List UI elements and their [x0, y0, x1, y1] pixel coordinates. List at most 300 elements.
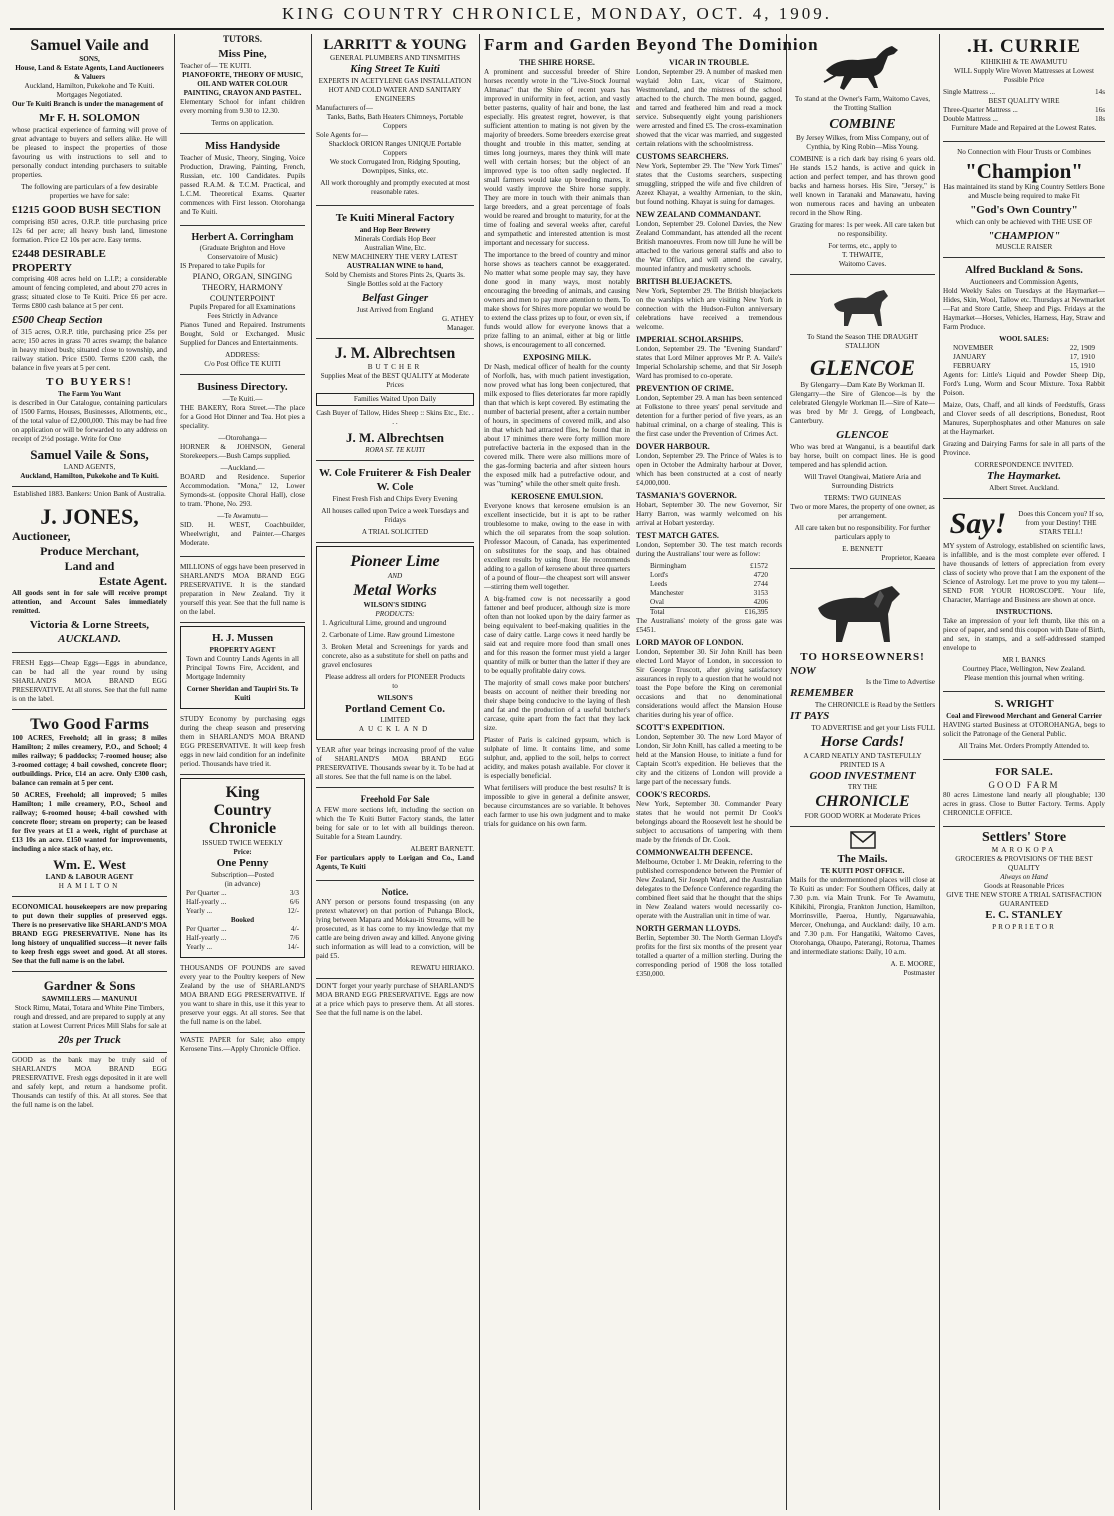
directory-town: —Otorohanga—	[218, 433, 267, 442]
rate-row	[186, 925, 299, 934]
ad-line: WILSON'S	[377, 693, 413, 702]
article-text: Melbourne, October 1. Mr Deakin, referring to the published correspondence between the Premier of New Zealand, Sir Joseph Ward, and the Australian delegates to the Defence Conference regarding the combined fleet said that he thought that the ships in New Zealand waters would necessarily co-operate with the Australian unit in time of war.	[636, 858, 782, 921]
table-row	[650, 580, 768, 589]
directory-entry: HORNER & JOHNSON, General Storekeepers.—Bush Camps supplied.	[180, 442, 305, 460]
column-rule	[939, 34, 940, 1510]
ad-line: House, Land & Estate Agents, Land Auctioneers & Valuers	[15, 64, 164, 82]
ad-text: Hold Weekly Sales on Tuesdays at the Haymarket—Hides, Skin, Wool, Tallow etc. Thursdays at Newmarket—Fat and Store Cattle, Sheep and Pigs. Fridays at the Haymarket—Horses, Vehicles, Harness, Hay, Straw and Farm Produce.	[943, 287, 1105, 332]
rate-row	[186, 898, 299, 907]
ad-heading: "CHAMPION"	[987, 229, 1061, 242]
egg-ad: ECONOMICAL housekeepers are now preparing to put down their supplies of preserved eggs. There is no preservative like SHARLAND'S MOA BRAND EGG PRESERVATIVE. None has its long history of unqualified success—it never fails to keep fresh eggs sweet and good. At all stores. See that the full name is on the label.	[12, 900, 167, 972]
ad-line: TERMS: TWO GUINEAS	[823, 493, 902, 502]
table-cell: 2744	[753, 580, 768, 589]
ad-heading: £500 Cheap Section	[12, 314, 103, 327]
directory-entry: THE BAKERY, Rora Street.—The place for a Good Hot Dinner and Tea. Hot pies a speciality.	[180, 403, 305, 430]
article-heading: KEROSENE EMULSION.	[510, 492, 604, 502]
ad-address: Courtney Place, Wellington, New Zealand.	[962, 665, 1086, 674]
combine-ad	[790, 34, 935, 275]
article-text: London, September 30. The test match records during the Australians' tour were as follow:	[636, 541, 782, 559]
price-row	[943, 106, 1105, 115]
ad-signature: E. C. STANLEY	[985, 909, 1063, 922]
ad-text: 3. Broken Metal and Screenings for yards and concrete, also as a substitute for shell on paths and gravel enclosures	[322, 642, 468, 669]
column-rule	[786, 34, 787, 1510]
ad-subtitle: GENERAL PLUMBERS AND TINSMITHS	[330, 54, 460, 63]
table-cell: £16,395	[744, 608, 768, 617]
ad-text: which can only be achieved with THE USE OF	[955, 217, 1093, 226]
ad-subtitle: LAND & LABOUR AGENT	[45, 873, 134, 882]
sale-month: FEBRUARY	[953, 362, 991, 371]
vaile-ad	[12, 34, 167, 487]
ad-line: PIANO, ORGAN, SINGING THEORY, HARMONY COUNTERPOINT	[192, 271, 293, 303]
ad-line: Always on Hand	[1000, 873, 1048, 882]
ad-title: Samuel Vaile & Sons,	[30, 446, 149, 462]
sale-date: 15, 1910	[1069, 362, 1095, 371]
pine-ad	[180, 45, 305, 134]
ad-heading: £1215 GOOD BUSH SECTION	[12, 204, 161, 217]
rate-label: Per Quarter ...	[186, 888, 227, 897]
ad-text: All work thoroughly and promptly executed at most reasonable rates.	[320, 179, 470, 196]
ad-line: Subscription—Posted	[211, 870, 274, 879]
ad-text: 1. Agricultural Lime, ground and unground	[322, 618, 447, 627]
ad-text: By Jersey Wilkes, from Miss Company, out of Cynthia, by King Robin—Miss Young.	[795, 133, 930, 151]
rate-label: Per Quarter ...	[186, 924, 227, 933]
ad-line: Price:	[233, 847, 252, 856]
section-banner: Farm and Garden Beyond The Dominion	[484, 35, 819, 54]
chronicle-subscription-ad	[180, 778, 305, 958]
rate-value: 4/-	[291, 924, 299, 933]
table-cell: 3153	[753, 589, 768, 598]
ad-signature: E. BENNETT	[842, 544, 883, 553]
ad-line: GIVE THE NEW STORE A TRIAL SATISFACTION GUARANTEED	[946, 891, 1102, 909]
article-heading: BRITISH BLUEJACKETS.	[636, 277, 733, 287]
ad-text: Furniture Made and Repaired at the Lowest Rates.	[951, 123, 1097, 132]
ad-line: LIMITED	[380, 716, 410, 725]
article-text: Dr Nash, medical officer of health for the county of Norfolk, has, with much patient investigation, now proved what has long been conjectured, that milk exposed to flies deteriorates far more rapidly than that which is kept covered. By estimating the number of bacterial present, after a certain number of hours, in specimens of covered milk, and also in that which had attracted flies, he found that in about 17 minimes there were forty million more putrefactive bacteria in the exposed than in the covered milk. There were also millions more of the gas-forming bacteria and after sixteen hours the exposed milk had a putrefactive odour, and was "turning" while the other smelt quite fresh.	[484, 363, 630, 489]
ad-line: Manufacturers of—	[316, 104, 373, 112]
larritt-ad	[316, 34, 474, 206]
price-row	[943, 115, 1105, 124]
ad-line: BEST QUALITY WIRE	[988, 96, 1060, 105]
ad-text: ANY person or persons found trespassing (on any pretext whatever) on that portion of Puhanga Block, lying between Mapara and Mokau-iti Streams, will be prosecuted, as it has come to my knowledge that my cattle are being driven away and killed. Anyone giving such information as will lead to a conviction, will be paid £5.	[316, 897, 474, 960]
ad-text: Please address all orders for PIONEER Products to	[325, 672, 465, 690]
ad-text: 50 ACRES, Freehold; all improved; 5 miles Hamilton; 1 mile creamery, P.O., School and railway; 6-roomed house; 4-bail cowshed with concrete floor; stream on property; can be leased for five years at £1 a week, right of purchase at £13 10s an acre. £150 wanted for improvements, including a nice stack of hay, etc.	[12, 791, 167, 854]
astrology-ad	[943, 502, 1105, 693]
ad-line: Just Arrived from England	[356, 305, 434, 314]
article-text: Hobart, September 30. The new Governor, Sir Harry Barron, was warmly welcomed on his arrival at Hobart yesterday.	[636, 501, 782, 528]
ad-text: Cash Buyer of Tallow, Hides Sheep :: Skins Etc., Etc. . . .	[316, 408, 474, 426]
ad-heading: Notice.	[381, 886, 409, 897]
ad-signature: MR I. BANKS	[1002, 656, 1046, 665]
ad-text: Maize, Oats, Chaff, and all kinds of Feedstuffs, Grass and Clover seeds of all descriptions, Bonedust, Root Manures, Superphosphates and other Manures on sale at the Haymarket.	[943, 401, 1105, 437]
ad-subtitle: The Farm You Want	[58, 389, 121, 398]
price-row	[943, 88, 1105, 97]
ad-signature: PROPRIETOR	[992, 923, 1056, 932]
ad-text: Teacher of Music, Theory, Singing, Voice Production, Drawing, Painting, French, Russian, etc. 100 Candidates. Pupils passed R.A.M. & T.C.M. Practical, and L.C.M. Theoretical Exams. Quarter commences with First lesson. Otorohanga and Te Kuiti.	[180, 153, 305, 216]
ad-line: AUSTRALIAN WINE to hand,	[346, 261, 444, 270]
ad-subtitle: SONS,	[79, 55, 100, 64]
ad-text: Glengarry—the Sire of Glencoe—is by the celebrated Glengyle Workman II.—Sire of Kate—was bred by Mr J. Gregg, of Longbeach, Canterbury.	[790, 390, 935, 425]
ad-line: Produce Merchant,	[40, 544, 139, 559]
ad-line: Goods at Reasonable Prices	[983, 882, 1065, 891]
ad-line: Pupils Prepared for all Examinations	[189, 303, 296, 312]
column-rule	[174, 34, 175, 1510]
ad-line: GROCERIES & PROVISIONS OF THE BEST QUALITY	[955, 855, 1093, 873]
ad-line: Does this Concern you? If so, from your Destiny! THE STARS TELL!	[1018, 510, 1104, 537]
ad-line: TO ADVERTISE and get your Lists FULL	[811, 723, 935, 732]
sale-row	[943, 353, 1105, 362]
ad-title: J. M. Albrechtsen	[334, 344, 456, 362]
ad-address: Victoria & Lorne Streets,	[29, 619, 150, 632]
ad-line: Auckland, Hamilton, Pukekohe and Te Kuiti.	[24, 82, 155, 91]
ad-text: MY system of Astrology, established on scientific laws, is infallible, and is the most complete ever offered. I have thousands of letters of appreciation from every class of society who prove that I am the exponent of the Science of Astrology. Let me prove to you my talent—SEND FOR YOUR HOROSCOPE. Your life, Character, Marriage and Business are shown at once.	[943, 542, 1105, 605]
ad-line: Tanks, Baths, Bath Heaters Chimneys, Portable Coppers	[326, 113, 464, 130]
news-subcolumn-right	[636, 55, 782, 982]
directory-entry: BOARD and Residence. Superior Accommodation. "Mona," 12, Lower Symonds-st. (opposite Choral Hall), close to tram. 'Phone, No. 293.	[180, 472, 305, 508]
ad-text: Agents for: Little's Liquid and Powder Sheep Dip, Ford's Lung, Worm and Scour Mixture. Toxa Rabbit Poison.	[943, 371, 1105, 398]
ad-line: Australian Wine, Etc.	[364, 243, 426, 252]
ad-title: COMBINE	[829, 117, 896, 132]
currie-ad	[943, 34, 1105, 142]
ad-title: J. M. Albrechtsen	[346, 429, 444, 445]
article-text: London, September 29. A number of masked men waylaid John Lax, vicar of Staimore, Westmoreland, and the mistress of the school attached to the church. The men bound, gagged, and tarred and feathered him and read a mock service. Subsequently eight young parishioners were arrested and fined £5. The cross-examination showed that the vicar was married, and suggested certain relations with the schoolmistress.	[636, 68, 782, 149]
article-heading: NEW ZEALAND COMMANDANT.	[636, 210, 761, 220]
ad-text: Supplies Meat of the BEST QUALITY at Moderate Prices	[320, 371, 470, 389]
ad-text: All care taken but no responsibility. For further particulars apply to	[794, 523, 931, 541]
ad-text: Who was bred at Wanganui, is a beautiful dark bay horse, built on compact lines. He is good tempered and has splendid action.	[790, 442, 935, 469]
ad-line: A TRIAL SOLICITED	[361, 527, 429, 536]
ad-text: 100 ACRES, Freehold; all in grass; 8 miles Hamilton; 2 miles creamery, P.O., and School; 4 miles railway; 6 paddocks; 7-roomed house; also 3-roomed cottage; 4 bail cowshed, concrete floor; outbuildings. Price, £14 an acre. Only £300 cash, balance can remain at 5 per cent.	[12, 734, 167, 788]
ad-line: EXPERTS IN ACETYLENE GAS INSTALLATION	[318, 77, 472, 85]
article-text: Everyone knows that kerosene emulsion is an excellent insecticide, but it is apt to be rather troublesome to make, owing to the ease in with which the oil separates from the soap solution. Professor Macoun, of Canada, has experimented on substitutes for the soap, and has obtained excellent results by using flour. He recommends adding to a gallon of kerosene about three quarters of a pound of flour—the cheapest sort will answer—stirring them well together.	[484, 502, 630, 592]
rate-label: Yearly ...	[186, 942, 213, 951]
article-heading: IMPERIAL SCHOLARSHIPS.	[636, 335, 744, 345]
ad-signature: G. ATHEY	[442, 314, 474, 323]
ad-price: 20s per Truck	[58, 1033, 121, 1046]
ad-heading: £2448 DESIRABLE PROPERTY	[12, 247, 106, 274]
egg-ad: STUDY Economy by purchasing eggs during the cheap season and preserving them in SHARLAND'S MOA BRAND EGG PRESERVATIVE. It will keep fresh eggs in new laid condition for an indefinite period. Thousands have tried it.	[180, 712, 305, 775]
rate-label: Half-yearly ...	[186, 897, 227, 906]
ad-line: LAND AGENTS,	[63, 463, 116, 472]
ad-text: WILL Supply Wire Woven Mattresses at Lowest Possible Price	[954, 66, 1094, 84]
ad-title: Alfred Buckland & Sons.	[965, 264, 1083, 277]
cole-ad	[316, 464, 474, 543]
table-cell: Oval	[650, 598, 664, 607]
egg-ad: YEAR after year brings increasing proof of the value of SHARLAND'S MOA BRAND EGG PRESERVATIVE. Thousands swear by it. To be had at all stores. See that the full name is on the label.	[316, 743, 474, 788]
ad-title: S. WRIGHT	[994, 698, 1054, 711]
ad-title: TO HORSEOWNERS!	[800, 650, 925, 663]
say-row	[943, 505, 1105, 543]
price-label: Single Mattress ...	[943, 87, 996, 96]
ad-heading: REMEMBER	[790, 687, 854, 700]
ad-title: Country	[213, 802, 272, 820]
price-value: 14s	[1095, 87, 1105, 96]
rate-row	[186, 907, 299, 916]
ad-title: .H. CURRIE	[967, 36, 1081, 57]
ad-line: By Glengarry—Dam Kate By Workman II.	[800, 381, 925, 389]
ad-signature: Proprietor, Kaeaea	[881, 553, 935, 562]
egg-ad: FRESH Eggs—Cheap Eggs—Eggs in abundance, can be had all the year round by using SHARLAND'S MOA BRAND EGG PRESERVATIVE. At all stores. See that the full name is on the label.	[12, 656, 167, 710]
rate-row	[186, 934, 299, 943]
ad-text: All Trains Met. Orders Promptly Attended to.	[958, 742, 1090, 751]
ad-text: Stock Rimu, Matai, Totara and White Pine Timbers, rough and dressed, and are prepared to supply at any station at Lowest Current Prices Mill Slabs for sale at	[12, 1003, 167, 1030]
ad-price: One Penny	[216, 856, 269, 869]
ad-text: Has maintained its stand by King Country Settlers Bone and Muscle being required to make Fit	[943, 182, 1105, 200]
article-heading: VICAR IN TROUBLE.	[668, 58, 750, 68]
ad-heading: The Haymarket.	[987, 470, 1061, 483]
ad-heading: NOW	[790, 664, 816, 677]
price-value: 16s	[1095, 105, 1105, 114]
ad-text: is described in Our Catalogue, containing particulars of 1500 Farms, Houses, Businesses, Allotments, etc., of the total value of £2,000,000. This may be had free on application or will be forwarded to any address on receipt of 2½d postage. Write for One	[12, 398, 167, 443]
horseowners-ad	[790, 572, 935, 828]
article-heading: EXPOSING MILK.	[522, 353, 591, 363]
ad-text: HAVING started Business at OTOROHANGA, begs to solicit the Patronage of the General Public.	[943, 721, 1105, 739]
ad-address: Albert Street. Auckland.	[989, 483, 1059, 492]
section-heading: TUTORS.	[222, 34, 263, 44]
masthead-rule	[10, 28, 1104, 30]
article-text: The Australians' moiety of the gross gate was £5451.	[636, 617, 782, 635]
ad-line: ADDRESS:	[225, 351, 260, 360]
mail-envelope-icon	[850, 830, 876, 850]
ad-title: W. Cole Fruiterer & Fish Dealer W. Cole	[319, 467, 471, 493]
ad-title: Samuel Vaile and	[30, 37, 149, 54]
egg-ad: GOOD as the bank may be truly said of SHARLAND'S MOA BRAND EGG PRESERVATIVE. Fresh eggs deposited in it are well and safely kept, and return a handsome profit. Thousands can testify of this. At all stores. See that the full name is on the label.	[12, 1056, 167, 1110]
article-heading: SCOTT'S EXPEDITION.	[636, 723, 725, 733]
ad-address: Corner Sheridan and Taupiri Sts. Te Kuiti	[186, 684, 299, 702]
ad-subtitle: TE KUITI POST OFFICE.	[820, 867, 905, 875]
ad-title: Horse Cards!	[820, 733, 905, 750]
rate-row	[186, 943, 299, 952]
ad-line: Land and	[64, 559, 115, 574]
ad-line: MUSCLE RAISER	[995, 243, 1053, 252]
table-cell: £1572	[750, 562, 768, 571]
ad-text: Two or more Mares, the property of one owner, as per arrangement.	[790, 502, 935, 520]
article-heading: TASMANIA'S GOVERNOR.	[636, 491, 737, 501]
ad-title: CHRONICLE	[815, 793, 910, 811]
ad-line: Auctioneer,	[12, 529, 71, 544]
ad-text: The following are particulars of a few desirable properties we have for sale:	[21, 183, 158, 201]
handyside-ad	[180, 137, 305, 226]
ad-subtitle: PROPERTY AGENT	[209, 645, 276, 654]
ad-heading: PRODUCTS:	[375, 609, 415, 618]
ad-text: COMBINE is a rich dark bay rising 6 years old. He stands 15.2 hands, is active and quick in action and perfect temper, and has thrown good backs and harness horses. His Sire, "Jersey," is well known in Taranaki and Manawatu, having won numerous races and having an unbeaten record in the Show Ring.	[790, 154, 935, 217]
table-cell: 4720	[753, 571, 768, 580]
gardner-ad	[12, 975, 167, 1053]
ad-title: "Champion"	[965, 158, 1083, 183]
ad-title: Say!	[949, 506, 1007, 540]
ad-text: All goods sent in for sale will receive prompt attention, and Account Sales immediately remitted.	[12, 589, 167, 616]
table-cell: Leeds	[650, 580, 668, 589]
ad-title: Herbert A. Corringham	[191, 231, 294, 243]
ad-line: Fees Strictly in Advance	[207, 312, 278, 321]
ad-line: Sole Agents for—	[316, 131, 368, 139]
ad-signature: T. THWAITE,	[841, 250, 884, 259]
ad-signature: ALBERT BARNETT.	[410, 844, 474, 853]
ad-line: HAMILTON	[58, 882, 121, 891]
corringham-ad	[180, 229, 305, 375]
egg-ad: MILLIONS of eggs have been preserved in SHARLAND'S MOA BRAND EGG PRESERVATIVE. It is the standard preparation in New Zealand. Try it yourself this year. See that the full name is on the label.	[180, 560, 305, 623]
ad-line: (in advance)	[224, 879, 261, 888]
sale-row	[943, 344, 1105, 353]
gate-table	[636, 562, 782, 617]
glencoe-ad	[790, 278, 935, 569]
ad-line: Families Waited Upon Daily	[316, 393, 474, 406]
column-rule	[479, 34, 480, 1510]
ad-text: Elementary School for infant children every morning from 9.30 to 12.30.	[180, 98, 305, 115]
ad-text: of 315 acres, O.R.P. title, purchasing price 25s per acre; 150 acres in grass 70 acres swamp; the balance in heavy mixed bush; situated close to township, and railway station. Price £500. Terms £200 cash, the balance in five years at 5 per cent.	[12, 328, 167, 373]
ad-line: Minerals Cordials Hop Beer	[354, 234, 436, 243]
article-text: London, September 29. The Prince of Wales is to open in October the Admiralty harbour at Dover, which has been constructed at a cost of nearly £4,000,000.	[636, 452, 782, 488]
business-directory	[180, 378, 305, 557]
article-heading: LORD MAYOR OF LONDON.	[636, 638, 744, 648]
article-text: New York, September 29. The "New York Times" states that the Customs searchers, suspecting smuggling, stripped the wife and five children of Azeez Khayat, a wealthy Armenian, to the skin, but found nothing. Khayat is suing for damages.	[636, 162, 782, 207]
champion-ad	[943, 145, 1105, 259]
ad-title: H. J. Mussen	[211, 631, 274, 644]
ad-title: FOR SALE.	[995, 766, 1053, 779]
ad-subtitle: WILSON'S SIDING	[363, 600, 427, 609]
albrechtsen-ad	[316, 342, 474, 462]
ad-line: Teacher of— TE KUITI.	[180, 62, 252, 70]
ad-title: Portland Cement Co.	[345, 702, 445, 715]
article-text: The majority of small cows make poor butchers' beasts on account of neither their breeding nor their shape being conducive to the laying of flesh and fat and the production of a useful butcher's carcase, quite apart from the fact that they lack size.	[484, 679, 630, 733]
article-text: The importance to the breed of country and minor horse shows as teachers cannot be exaggerated. No matter what some people may say, they have done good in many ways, most notably encouraging the breeding of animals, and causing owners and men to pay more attention to them. To make shows for Shires more popular we would be to extend the class prizes up to four, or even six, if funds would allow for everyone knows that a prize falling to an animal, either at big or little shows, is encouragement to all concerned.	[484, 251, 630, 350]
waste-paper-ad: WASTE PAPER for Sale; also empty Kerosene Tins.—Apply Chronicle Office.	[180, 1035, 305, 1053]
article-text: London, September 29. A man has been sentenced at Folkstone to three years' penal servitude and detention for a further period of five years, as an habitual criminal, on a charge of stealing. This is the first case under the Prevention of Crimes Act.	[636, 394, 782, 439]
farms-ad	[12, 713, 167, 898]
column-6	[943, 34, 1105, 932]
article-text: New York, September 29. The British bluejackets on the warships which are visiting New York in connection with the Hudson-Fulton anniversary celebrations have received a tremendous welcome.	[636, 287, 782, 332]
ad-text: whose practical experience of farming will prove of great advantage to buyers and sellers alike. He will be pleased to inspect the properties of those favouring us with instructions to sell and to personally conduct intending purchasers to suitable properties.	[12, 126, 167, 180]
ad-signature: Waitomo Caves.	[838, 259, 887, 268]
ad-title: Two Good Farms	[30, 715, 149, 733]
ad-text: comprising 408 acres held on L.I.P.; a considerable amount of fencing completed, and about 270 acres in grass; situated close to Te Kuiti. Price £6 per acre. Terms £800 cash balance at 5 per cent.	[12, 275, 167, 311]
ad-text: A FEW more sections left, including the section on which the Te Kuiti Butter Factory stands, the latter being for sale or to let with all buildings thereon. Suitable for a Steam Laundry.	[316, 805, 474, 841]
article-heading: NORTH GERMAN LLOYDS.	[636, 924, 741, 934]
ad-text: Please mention this journal when writing.	[964, 674, 1084, 683]
mineral-factory-ad	[316, 209, 474, 339]
ad-title: J. JONES,	[40, 504, 139, 530]
ad-text: comprising 850 acres, O.R.P. title purchasing price 12s 6d per acre; all heavy bush land, limestone formation. Price £2 10s per acre. Easy terms.	[12, 217, 167, 244]
ad-line: TRY THE	[847, 783, 878, 792]
ad-text: 2. Carbonate of Lime. Raw ground Limestone	[322, 630, 455, 639]
ad-text: To Stand the Season THE DRAUGHT STALLION	[807, 332, 918, 350]
rate-value: 7/6	[289, 933, 299, 942]
ad-text: For particulars apply to Lorigan and Co., Land Agents, Te Kuiti	[316, 853, 474, 871]
news-columns	[484, 55, 782, 982]
ad-signature: Manager.	[447, 323, 474, 332]
table-row	[650, 571, 768, 580]
article-heading: TEST MATCH GATES.	[636, 531, 719, 541]
ad-title: Miss Pine,	[218, 48, 267, 61]
ad-title: Te Kuiti Mineral Factory	[335, 212, 455, 224]
ad-text: To stand at the Owner's Farm, Waitomo Caves, the Trotting Stallion	[794, 95, 931, 112]
article-heading: CUSTOMS SEARCHERS.	[636, 152, 729, 162]
ad-title: LARRITT & YOUNG	[323, 37, 467, 53]
ad-subtitle: Coal and Firewood Merchant and General Carrier	[946, 712, 1102, 721]
ad-heading: Freehold For Sale	[360, 794, 430, 805]
masthead: KING COUNTRY CHRONICLE, MONDAY, OCT. 4, 1909.	[281, 4, 833, 23]
ad-line: C/o Post Office TE KUITI	[204, 360, 281, 369]
column-5	[790, 34, 935, 978]
column-1	[12, 34, 167, 1113]
price-label: Three-Quarter Mattress ...	[943, 105, 1018, 114]
ad-text: Mails for the undermentioned places will close at Te Kuiti as under: For Southern Offices, daily at 7.30 p.m. via Main Trunk. For Te Awamutu, Kihikihi, Pirongia, Frankton Junction, Hamilton, Morrinsville, Paeroa, Huntly, Ngaruawahia, Mercer, Onehunga, and Auckland: daily, 10 a.m. and 7.30 p.m. For Hangatiki, Waitomo Caves, Otorohanga, Ohaupo, Paterangi, Rotorua, Thames and intermediate stations: Daily, 10 a.m.	[790, 876, 935, 956]
directory-town: —Te Kuiti.—	[222, 394, 263, 403]
article-heading: COOK'S RECORDS.	[636, 790, 711, 800]
column-2	[180, 34, 305, 1057]
article-text: New York, September 30. Commander Peary states that he would not permit Dr Cook's belongings aboard the Roosevelt lest he should be subject to accusations of tampering with them made by the friends of Dr. Cook.	[636, 800, 782, 845]
wright-ad	[943, 695, 1105, 760]
ad-line: IS Prepared to take Pupils for	[180, 262, 265, 271]
directory-entry: SID. H. WEST, Coachbuilder, Wheelwright, and Painter.—Charges Moderate.	[180, 520, 305, 547]
ad-text: Sold by Chemists and Stores Pints 2s, Quarts 3s. Single Bottles sold at the Factory	[325, 270, 465, 288]
ad-text: Take an impression of your left thumb, like this on a piece of paper, and send this coupon with Date of Birth, and sex, in stamps, and a self-addressed stamped envelope to	[943, 617, 1105, 653]
price-label: Double Mattress ...	[943, 114, 998, 123]
ad-text: Finest Fresh Fish and Chips Every Evening	[332, 494, 458, 503]
ad-text: Established 1883. Bankers: Union Bank of Australia.	[13, 490, 166, 499]
mussen-ad	[180, 626, 305, 709]
freehold-ad	[316, 791, 474, 880]
ad-name: Mr F. H. SOLOMON	[39, 112, 140, 125]
ad-title: Chronicle	[208, 820, 277, 838]
table-cell: Total	[650, 608, 665, 617]
ad-subtitle: KIHIKIHI & TE AWAMUTU	[980, 57, 1068, 66]
ad-title: Gardner & Sons	[43, 978, 136, 994]
ad-text: All houses called upon Twice a week Tuesdays and Fridays	[321, 506, 469, 524]
rate-value: 14/-	[287, 942, 299, 951]
ad-title: GLENCOE	[809, 354, 916, 380]
ad-text: Will Travel Otangiwai, Matiere Aria and Surrounding Districts	[804, 472, 921, 490]
ad-line: AUCKLAND	[358, 725, 432, 734]
ad-text: No Connection with Flour Trusts or Combines	[957, 147, 1091, 156]
settlers-store-ad	[943, 830, 1105, 932]
ad-signature: Postmaster	[903, 969, 935, 977]
ad-heading: GOOD INVESTMENT	[809, 769, 916, 782]
clydesdale-horse-icon	[808, 578, 918, 648]
ad-line: Estate Agent.	[99, 574, 167, 589]
draught-horse-icon	[828, 284, 898, 330]
table-row	[650, 562, 768, 571]
article-text: London, September 30. Sir John Knill has been elected Lord Mayor of London, in succession to Sir George Truscott, after giving satisfactory assurances in reply to a question that he would not toast the Pope before the King on ceremonial occasions and that no denominational considerations would affect the Mansion House charities during his year of office.	[636, 648, 782, 720]
ad-title: Metal Works	[353, 581, 437, 599]
ad-text: Town and Country Lands Agents in all Principal Towns Fire, Accident, and Mortgage Indemnity	[186, 654, 299, 681]
ad-line: Mortgages Negotiated.	[56, 91, 123, 100]
ad-title: King	[225, 783, 260, 801]
article-text: Berlin, September 30. The North German Lloyd's profits for the first six months of the present year totalled a quarter of a million sterling. During the corresponding period of 1908 the loss totalled £350,000.	[636, 934, 782, 979]
ad-subtitle: BUTCHER	[367, 362, 423, 371]
ad-line: ISSUED TWICE WEEKLY	[202, 838, 283, 847]
rate-row	[186, 889, 299, 898]
ad-text: Pianos Tuned and Repaired. Instruments Bought, Sold or Exchanged. Music Supplied for Dances and Entertainments.	[180, 321, 305, 348]
ad-address: RORA ST. TE KUITI	[365, 446, 425, 455]
ad-subtitle: MAROKOPA	[991, 846, 1057, 855]
ad-heading: "God's Own Country"	[970, 203, 1078, 216]
ad-address: King Street Te Kuiti	[350, 63, 440, 76]
price-value: 18s	[1095, 114, 1105, 123]
ad-line: FOR GOOD WORK at Moderate Prices	[804, 812, 921, 821]
ad-line: HOT AND COLD WATER AND SANITARY ENGINEERS	[328, 86, 462, 103]
ad-line: Is the Time to Advertise	[865, 678, 935, 687]
ad-subtitle: Auctioneers and Commission Agents,	[969, 278, 1079, 287]
jones-ad	[12, 502, 167, 653]
table-cell: Lord's	[650, 571, 669, 580]
table-cell: Manchester	[650, 589, 684, 598]
ad-heading: GLENCOE	[836, 429, 889, 441]
sale-date: 22, 1909	[1069, 344, 1095, 353]
ad-line: AND	[387, 571, 403, 580]
article-text: A prominent and successful breeder of Shire horses recently wrote in the "Live-Stock Journal Almanac" that the Shire of recent years has improved in uniformity in feet, action, and vastly better pasterns, quality of hair and bone, the last especially. His greatest regret, however, is that sufficient attention to mating is not given by the majority of breeders. Some breeders exercise great thought and trouble in this matter, sending at times long journeys, mares they think will mate well with certain horses; but the object of an improved type is too often sadly neglected. If small farmers would take up breeding mares, it would vastly improve the Shire horse supply. They are more in touch with their animals than large breeders, and a great percentage of foals would be reared and brought to maturity, for at the time of foaling and several weeks after, careful and sympathetic and interested attention is most important and necessary for success.	[484, 68, 630, 248]
ad-line: Auckland, Hamilton, Pukekohe and Te Kuiti.	[20, 472, 159, 481]
notice-ad	[316, 884, 474, 979]
